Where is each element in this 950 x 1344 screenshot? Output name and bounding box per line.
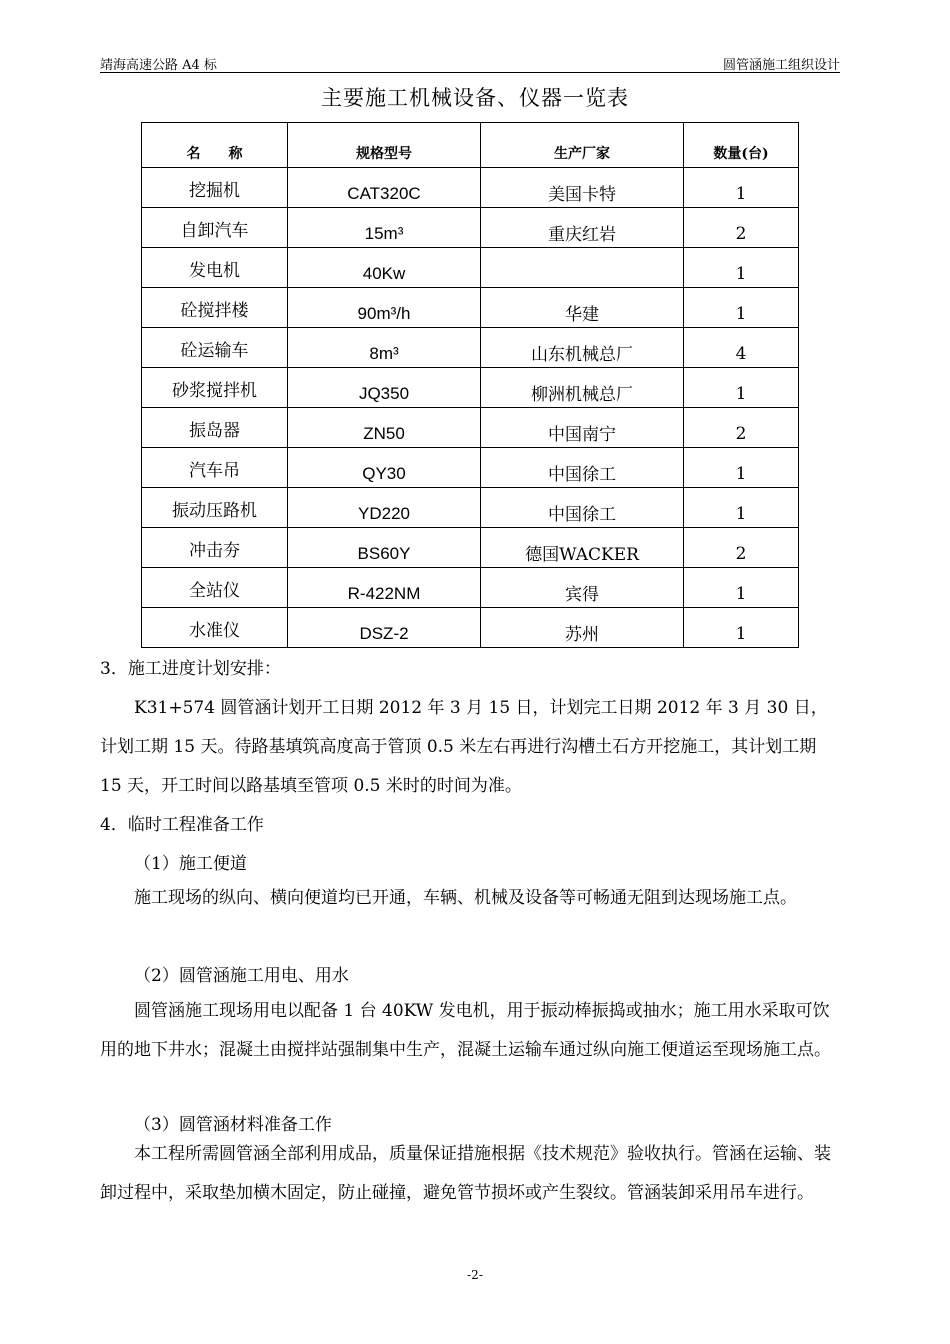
cell-spec — [288, 208, 481, 248]
cell-qty-text: 1 — [735, 624, 747, 644]
table-row — [142, 328, 799, 368]
cell-qty — [684, 528, 799, 568]
cell-name — [142, 328, 288, 368]
cell-qty — [684, 368, 799, 408]
cell-qty-text: 1 — [735, 264, 747, 284]
cell-name-text: 挖掘机 — [189, 181, 240, 201]
header-name: 名 称 — [142, 123, 288, 168]
cell-maker-text: 中国徐工 — [548, 505, 616, 525]
cell-qty-text: 1 — [735, 384, 747, 404]
cell-spec-text: 40Kw — [362, 264, 406, 283]
page-header — [100, 54, 840, 73]
cell-spec — [288, 248, 481, 288]
equipment-table-body — [142, 168, 799, 648]
table-row — [142, 168, 799, 208]
header-qty: 数量(台) — [684, 123, 799, 168]
section-3-heading: 3．施工进度计划安排： — [100, 659, 281, 679]
cell-spec-text: JQ350 — [358, 384, 410, 403]
cell-maker-text: 中国徐工 — [548, 465, 616, 485]
cell-qty-text: 1 — [735, 504, 747, 524]
cell-name — [142, 448, 288, 488]
section-3-body: K31+574 圆管涵计划开工日期 2012 年 3 月 15 日，计划完工日期 2012 年 3 月 30 日，计划工期 15 天。待路基填筑高度高于管顶 0.5 米左右再进行沟槽土石方开挖施工，其计划工期 15 天，开工时间以路基填至管项 0.5 米时的时间为准。 — [100, 698, 828, 796]
cell-spec — [288, 568, 481, 608]
cell-name-text: 振岛器 — [189, 421, 240, 441]
cell-spec — [288, 608, 481, 648]
cell-name — [142, 568, 288, 608]
cell-maker-text: 华建 — [565, 305, 599, 325]
section-4-1-heading: （1）施工便道 — [134, 854, 247, 874]
cell-spec — [288, 288, 481, 328]
table-row — [142, 408, 799, 448]
cell-maker — [481, 488, 684, 528]
cell-maker — [481, 168, 684, 208]
cell-maker — [481, 448, 684, 488]
header-project-name: 靖海高速公路 A4 标 — [100, 58, 217, 73]
cell-qty-text: 2 — [735, 424, 747, 444]
equipment-table — [141, 122, 799, 648]
cell-qty-text: 1 — [735, 184, 747, 204]
section-4-heading: 4．临时工程准备工作 — [100, 815, 264, 835]
cell-maker — [481, 368, 684, 408]
cell-qty-text: 4 — [735, 344, 747, 364]
cell-qty — [684, 288, 799, 328]
header-maker: 生产厂家 — [481, 123, 684, 168]
cell-spec — [288, 488, 481, 528]
cell-spec-text: ZN50 — [363, 424, 405, 443]
section-4-2-heading: （2）圆管涵施工用电、用水 — [134, 966, 349, 986]
cell-name — [142, 368, 288, 408]
cell-maker-text: 柳洲机械总厂 — [531, 385, 633, 405]
table-row — [142, 208, 799, 248]
cell-maker — [481, 528, 684, 568]
cell-maker — [481, 208, 684, 248]
table-row — [142, 248, 799, 288]
cell-maker — [481, 408, 684, 448]
header-document-title: 圆管涵施工组织设计 — [722, 58, 840, 73]
table-row — [142, 528, 799, 568]
cell-qty — [684, 448, 799, 488]
table-row — [142, 368, 799, 408]
cell-spec-text: CAT320C — [347, 184, 421, 203]
cell-spec-text: QY30 — [362, 464, 406, 483]
cell-name-text: 砼运输车 — [180, 341, 249, 361]
cell-name — [142, 488, 288, 528]
cell-spec — [288, 168, 481, 208]
cell-spec-text: R-422NM — [347, 584, 421, 603]
table-row — [142, 488, 799, 528]
cell-spec — [288, 368, 481, 408]
cell-maker — [481, 608, 684, 648]
table-row — [142, 448, 799, 488]
cell-maker-text: 山东机械总厂 — [531, 345, 633, 365]
cell-name — [142, 608, 288, 648]
cell-qty-text: 1 — [735, 304, 747, 324]
cell-name — [142, 528, 288, 568]
section-4-3-heading: （3）圆管涵材料准备工作 — [134, 1115, 332, 1135]
cell-qty — [684, 408, 799, 448]
cell-name-text: 汽车吊 — [189, 461, 240, 481]
cell-maker-text: 苏州 — [565, 625, 599, 645]
table-row — [142, 288, 799, 328]
cell-spec-text: 15m³ — [364, 224, 404, 243]
cell-spec-text: YD220 — [358, 504, 410, 523]
cell-name — [142, 168, 288, 208]
cell-qty-text: 2 — [735, 224, 747, 244]
cell-spec — [288, 328, 481, 368]
header-spec: 规格型号 — [288, 123, 481, 168]
cell-spec — [288, 448, 481, 488]
cell-name-text: 冲击夯 — [189, 541, 240, 561]
cell-qty — [684, 488, 799, 528]
cell-qty — [684, 328, 799, 368]
table-row — [142, 568, 799, 608]
cell-name-text: 发电机 — [189, 261, 240, 281]
cell-spec — [288, 408, 481, 448]
cell-maker — [481, 248, 684, 288]
cell-maker-text: 重庆红岩 — [548, 225, 616, 245]
cell-name-text: 振动压路机 — [172, 501, 257, 521]
cell-name-text: 砂浆搅拌机 — [172, 381, 257, 401]
cell-name-text: 砼搅拌楼 — [180, 301, 249, 321]
cell-spec-text: 8m³ — [369, 344, 399, 363]
cell-spec — [288, 528, 481, 568]
cell-maker — [481, 288, 684, 328]
cell-maker — [481, 328, 684, 368]
cell-spec-text: 90m³/h — [357, 304, 411, 323]
cell-qty — [684, 608, 799, 648]
cell-name — [142, 208, 288, 248]
table-title: 主要施工机械设备、仪器一览表 — [321, 86, 629, 110]
cell-maker-text: 中国南宁 — [548, 425, 616, 445]
section-4-3-body: 本工程所需圆管涵全部利用成品，质量保证措施根据《技术规范》验收执行。管涵在运输、装卸过程中，采取垫加横木固定，防止碰撞，避免管节损坏或产生裂纹。管涵装卸采用吊车进行。 — [100, 1144, 831, 1203]
cell-name — [142, 408, 288, 448]
table-row — [142, 608, 799, 648]
cell-qty-text: 2 — [735, 544, 747, 564]
cell-spec-text: DSZ-2 — [359, 624, 409, 643]
section-4-1-body: 施工现场的纵向、横向便道均已开通，车辆、机械及设备等可畅通无阻到达现场施工点。 — [134, 888, 797, 908]
cell-name — [142, 288, 288, 328]
cell-qty — [684, 208, 799, 248]
section-4-2-body: 圆管涵施工现场用电以配备 1 台 40KW 发电机，用于振动棒振捣或抽水；施工用水采取可饮用的地下井水；混凝土由搅拌站强制集中生产，混凝土运输车通过纵向施工便道运至现场施工点。 — [100, 1001, 831, 1060]
cell-qty — [684, 568, 799, 608]
cell-qty-text: 1 — [735, 584, 747, 604]
cell-name-text: 全站仪 — [189, 581, 240, 601]
cell-maker-text: 德国WACKER — [525, 545, 639, 565]
cell-qty — [684, 248, 799, 288]
cell-name-text: 自卸汽车 — [180, 221, 249, 241]
cell-qty — [684, 168, 799, 208]
cell-maker-text: 宾得 — [565, 585, 599, 605]
table-header-row — [142, 123, 799, 168]
cell-qty-text: 1 — [735, 464, 747, 484]
cell-maker-text: 美国卡特 — [548, 185, 616, 205]
page-number: -2- — [467, 1268, 483, 1282]
cell-spec-text: BS60Y — [357, 544, 411, 563]
cell-maker — [481, 568, 684, 608]
cell-name — [142, 248, 288, 288]
cell-name-text: 水准仪 — [189, 621, 240, 641]
